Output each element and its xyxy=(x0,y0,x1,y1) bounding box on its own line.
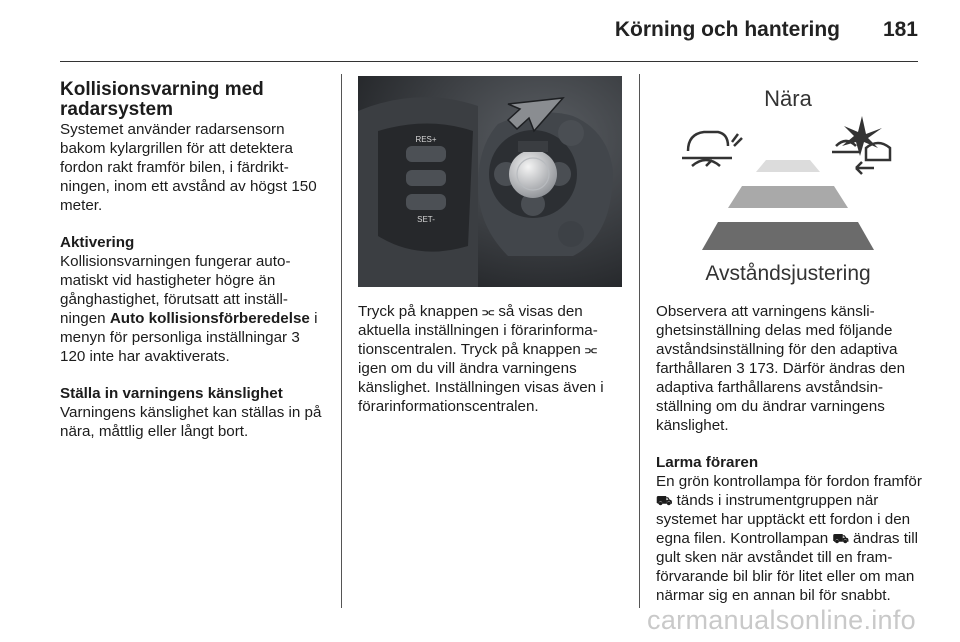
activation-heading: Aktivering xyxy=(60,234,135,251)
following-distance-icon: ⫗ xyxy=(585,342,597,357)
activation-setting-name: Auto kollisionsförberedelse xyxy=(109,310,310,327)
sensitivity-paragraph: Varningens känslighet kan ställas in på nära, måttlig eller långt bort. xyxy=(60,404,322,440)
following-distance-icon: ⫗ xyxy=(482,304,495,319)
watermark: carmanualsonline.info xyxy=(647,605,916,635)
set-label: SET- xyxy=(417,215,435,224)
activation-paragraph xyxy=(60,252,326,366)
page-number: 181 xyxy=(882,18,918,41)
activation-text-before: Kollisionsvarningen fungerar automatiskt vid hastigheter högre än gånghastighet, förutsatt att inställningen xyxy=(60,253,291,327)
vehicle-ahead-icon: ⛟ xyxy=(656,493,673,508)
activation-text-after: i menyn för personliga inställningar xyxy=(60,310,318,346)
alert-text-1: En grön kontrollampa för fordon framför xyxy=(656,473,922,490)
lower-right-button[interactable] xyxy=(558,221,584,247)
middle-text-2: så visas den aktuella inställningen i förarinformationscentralen. Tryck på knappen xyxy=(358,303,598,358)
vehicle-ahead-icon: ⛟ xyxy=(832,531,849,546)
limiter-button[interactable] xyxy=(558,120,584,146)
alert-heading: Larma föraren xyxy=(656,454,759,471)
section-title: Kollisionsvarning med radarsystem xyxy=(60,79,264,120)
right-column-text xyxy=(656,302,926,605)
distance-band-far xyxy=(702,222,874,250)
steering-wheel-photo xyxy=(358,76,622,287)
middle-column-text xyxy=(358,302,626,416)
left-column xyxy=(60,80,326,441)
display-caption: Avståndsjustering xyxy=(705,262,871,285)
sensitivity-heading: Ställa in varningens känslighet xyxy=(60,385,283,402)
note-paragraph: Observera att varningens känslighetsinställning delas med följande avståndsinställning för den adaptiva farthållaren 3 173. Därför ändras den adaptiva farthållarens avståndsinställning om du ändrar varningens känslighet. xyxy=(656,303,906,434)
alert-text-3: ändras till gult sken när avståndet till en framförvarande bil blir för litet eller om man närmar sig en annan bil för snabbt. xyxy=(656,530,919,604)
middle-paragraph xyxy=(358,302,626,416)
display-title: Nära xyxy=(764,86,812,111)
page-header xyxy=(0,0,960,62)
column-divider-right xyxy=(639,74,640,608)
middle-text-3: igen om du vill ändra varningens känslighet. Inställningen visas även i förarinformationscentralen. xyxy=(358,360,604,415)
alert-paragraph xyxy=(656,472,926,605)
middle-text-1: Tryck på knappen xyxy=(358,303,483,320)
res-label: RES+ xyxy=(415,135,437,144)
column-divider-left xyxy=(341,74,342,608)
distance-band-medium xyxy=(728,186,848,208)
distance-button[interactable] xyxy=(518,141,548,152)
distance-band-near xyxy=(756,160,820,172)
header-rule xyxy=(60,61,918,62)
activation-page-ref[interactable]: 3 120 inte har avaktiverats. xyxy=(60,329,300,365)
distance-setting-display xyxy=(656,76,920,287)
cruise-dial[interactable] xyxy=(509,150,557,198)
alert-text-2: tänds i instrumentgruppen när systemet har upptäckt ett fordon i den egna filen. Kontrollampan xyxy=(656,492,911,547)
chapter-title: Körning och hantering xyxy=(614,18,840,41)
intro-paragraph: Systemet använder radarsensorn bakom kylargrillen för att detektera fordon rakt framför bilen, i färdriktningen, inom ett avstånd av högst 150 meter. xyxy=(60,121,317,214)
